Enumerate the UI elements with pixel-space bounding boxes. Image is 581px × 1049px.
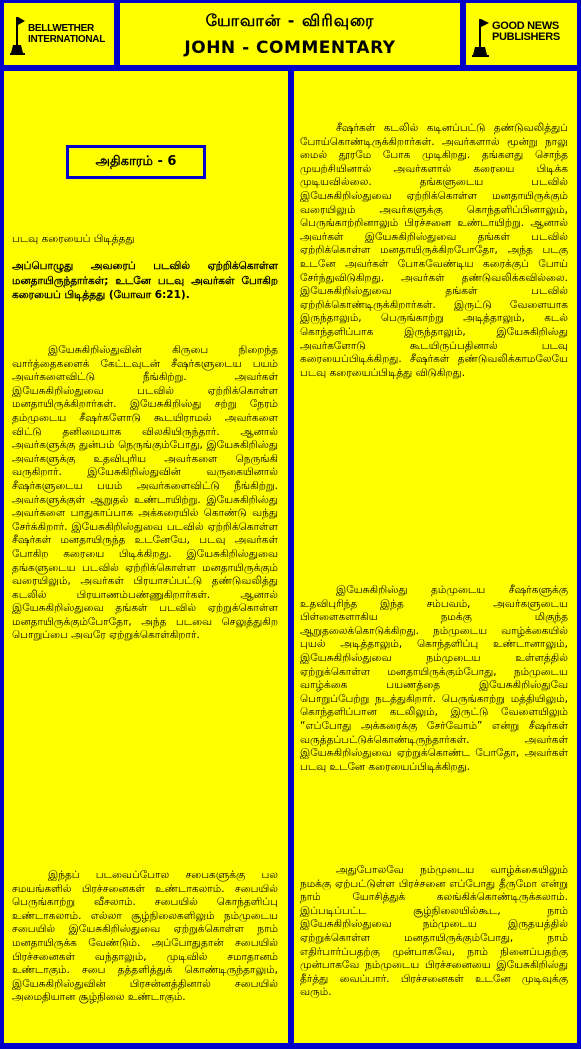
paragraph: சீஷர்கள் கடலில் கடினப்பட்டு தண்டுவலித்துப் போய்கொண்டிருக்கிறார்கள். அவர்களால் மூன்று நாலு மைல் தூரமே போக முடிகிறது. தங்களது சொந்த முயற்சியினால் அவர்களால் கரையை பிடிக்க முடியவில்லை. தங்களுடைய படவில் இயேசுகிறிஸ்துவை ஏற்றிக்கொள்ள மனதாயிருக்கும் வரையிலும் அவர்களுக்கு கொந்தளிப்பினாலும், பெருங்காற்றினாலும் பிரச்சனை உண்டாயிற்று. ஆனால் அவர்கள் இயேசுகிறிஸ்துவை தங்கள் படவில் ஏற்றிக்கொள்ள மனதாயிருக்கிறபோதோ, அந்த படகு உடனே அவர்கள் போகவேண்டிய கரைக்குப் போய் சேர்ந்துவிடுகிறது. அவர்கள் தண்டுவலிக்கவில்லை. இயேசுகிறிஸ்துவை தங்கள் படவில் ஏற்றிக்கொண்டிருக்கிறார்கள். இருட்டு வேளையாக இருந்தாலும், பெருங்காற்று அடித்தாலும், கடல் கொந்தளிப்பாக இருந்தாலும், இயேசுகிறிஸ்து அவர்களோடு கூடயிருப்பதினால் படவு கரையைப்பிடிக்கிறது. சீஷர்கள் தண்டுவலிக்காமலேயே படவு கரையைப்பிடித்து விடுகிறது. <box>300 122 568 379</box>
paragraph: அதுபோலவே நம்முடைய வாழ்க்கையிலும் நமக்கு ஏற்பட்டுள்ள பிரச்சனை எப்போது தீருமோ என்று நாம் யோசித்துக் கலங்கிக்கொண்டிருக்கலாம். இப்படிப்பட்ட சூழ்நிலையில்கூட, நாம் இயேசுகிறிஸ்துவை நம்முடைய இருதயத்தில் ஏற்றுக்கொள்ள மனதாயிருக்கும்போது, நாம் எதிர்பார்ப்பதற்கு முன்பாகவே, நாம் நினைப்பதற்கு முன்பாகவே நம்முடைய பிரச்சனையை இயேசுகிறிஸ்து தீர்த்து வைப்பார். பிரச்சனைகள் உடனே முடிவுக்கு வரும். <box>300 864 568 999</box>
logo-right-line2: PUBLISHERS <box>492 31 560 43</box>
paragraph: இந்தப் படவைப்போல சபைகளுக்கு பல சமயங்களில் பிரச்சனைகள் உண்டாகலாம். சபையில் பெருங்காற்று வீசலாம். சபையில் கொந்தளிப்பு உண்டாகலாம். எல்லா சூழ்நிலைகளிலும் நம்முடைய சபையில் இயேசுகிறிஸ்துவை ஏற்றுக்கொள்ள நாம் மனதாயிருக்க வேண்டும். அப்போதுதான் சபையில் பிரச்சனைகள் வந்தாலும், முடிவில் சமாதானம் உண்டாகும். சபை தத்தளித்துக் கொண்டிருந்தாலும், இயேசுகிறிஸ்துவின் பிரசன்னத்தினால் சபையில் அமைதியான சூழ்நிலை உண்டாகும். <box>12 869 278 1004</box>
page-title-english: JOHN - COMMENTARY <box>184 38 396 58</box>
paragraph: இயேசுகிறிஸ்து தம்முடைய சீஷர்களுக்கு உதவிபுரிந்த இந்த சம்பவம், அவர்களுடைய பிள்ளைகளாகிய நமக்கு மிகுந்த ஆறுதலைக்கொடுக்கிறது. நம்முடைய வாழ்க்கையில் புயல் அடித்தாலும், கொந்தளிப்பு உண்டானாலும், இயேசுகிறிஸ்துவை நம்முடைய உள்ளத்தில் ஏற்றுக்கொள்ள மனதாயிருக்கும்போது, நம்முடைய வாழ்க்கை பயணத்தை இயேசுகிறிஸ்துவே பொறுப்பேற்று நடத்துகிறார். பெருங்காற்று மத்தியிலும், கொந்தளிப்பான கடலிலும், இருட்டு வேளையிலும் “எப்போது அக்கரைக்கு சேர்வோம்” என்று சீஷர்கள் வருத்தப்பட்டுக்கொண்டிருந்தார்கள். அவர்கள் இயேசுகிறிஸ்துவை ஏற்றுக்கொண்ட போதோ, அவர்கள் படவு உடனே கரையைப்பிடிக்கிறது. <box>300 584 568 773</box>
flag-monument-icon <box>472 17 490 57</box>
paragraph: இயேசுகிறிஸ்துவின் கிருபை நிறைந்த வார்த்தைகளைக் கேட்டவுடன் சீஷர்களுடைய பயம் அவர்களைவிட்டு நீங்கிற்று. அவர்கள் இயேசுகிறிஸ்துவை படவில் ஏற்றிக்கொள்ள மனதாயிருக்கிறார்கள். இயேசுகிறிஸ்து சற்று நேரம் தம்முடைய சீஷர்களோடு கூடயிராமல் அவர்களை விட்டு தனிமையாக விலகியிருந்தார். ஆனால் அவர்களுக்கு துன்பம் நெருங்கும்போது, இயேசுகிறிஸ்து அவர்களுக்கு உதவிபுரிய அவர்களை நெருங்கி வருகிறார். இயேசுகிறிஸ்துவின் வருகையினால் சீஷர்களுடைய பயம் அவர்களைவிட்டு நீங்கிற்று. அவர்களுக்குள் ஆறுதல் உண்டாயிற்று. இயேசுகிறிஸ்து அவர்களை பாதுகாப்பாக அக்கரையில் கொண்டு வந்து சேர்க்கிறார். இயேசுகிறிஸ்துவை படவில் ஏற்றிக்கொள்ள சீஷர்கள் மனதாயிருந்த உடனேயே, படவு அவர்கள் போகிற கரையை பிடிக்கிறது. இயேசுகிறிஸ்துவை தங்களுடைய படவில் ஏற்றிக்கொள்ள மனதாயிருக்கும் வரையிலும், அவர்கள் பிரயாசப்பட்டு தண்டுவலித்து கடலில் பிரயாணம்பண்ணுகிறார்கள். ஆனால் இயேசுகிறிஸ்துவை தங்கள் படவில் ஏற்றுக்கொள்ள மனதாயிருக்கும்போதோ, அந்த படவை செலுத்துகிற பொறுப்பை அவரே ஏற்றுக்கொள்கிறார். <box>12 344 278 642</box>
right-column <box>294 71 577 1043</box>
bellwether-logo <box>4 3 114 65</box>
section-title: படவு கரையைப் பிடித்தது <box>12 233 135 245</box>
page-title-box <box>120 3 460 65</box>
good-news-logo-text <box>492 21 560 43</box>
verse-quote: அப்பொழுது அவரைப் படவில் ஏற்றிக்கொள்ள மனதாயிருந்தார்கள்; உடனே படவு அவர்கள் போகிற கரையைப் பிடித்தது (யோவா 6:21). <box>12 260 278 302</box>
logo-right-line1: GOOD NEWS <box>492 20 559 32</box>
logo-left-line1: BELLWETHER <box>28 23 94 34</box>
chapter-heading: அதிகாரம் - 6 <box>66 145 206 179</box>
left-column <box>4 71 288 1043</box>
page-title-tamil: யோவான் - விரிவுரை <box>205 11 375 30</box>
bellwether-logo-text <box>28 23 105 45</box>
flag-monument-icon <box>10 15 26 55</box>
good-news-publishers-logo <box>466 3 577 65</box>
logo-left-line2: INTERNATIONAL <box>28 34 106 45</box>
